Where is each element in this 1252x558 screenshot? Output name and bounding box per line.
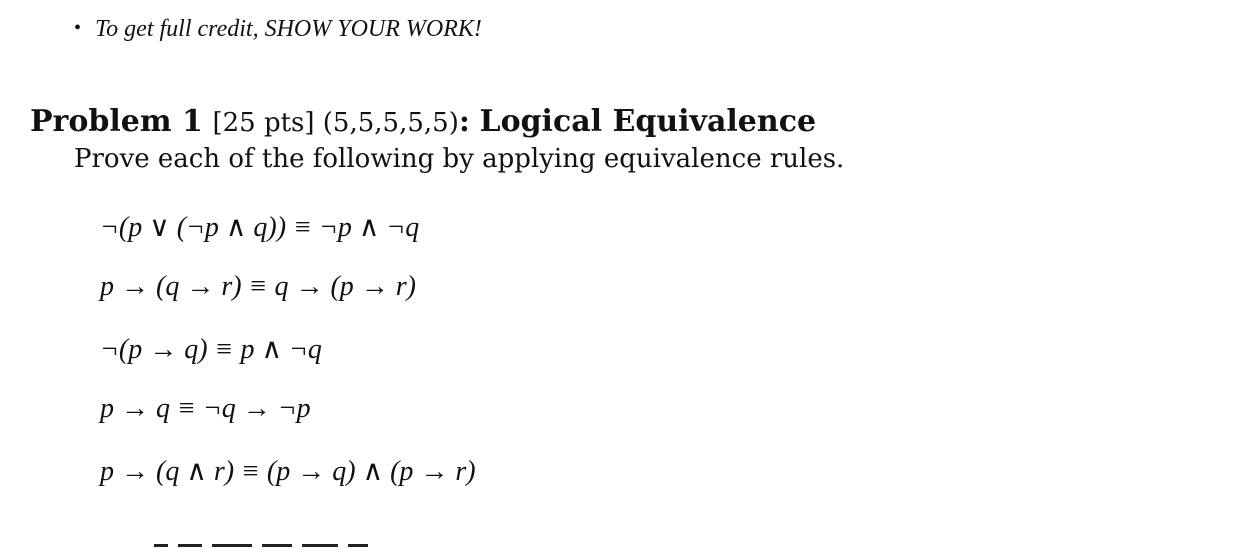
item-expression: ¬(p ∨ (¬p ∧ q)) ≡ ¬p ∧ ¬q [100,212,420,243]
problem-instruction: Prove each of the following by applying equivalence rules. [74,144,845,174]
heading-colon: : [458,104,470,139]
problem-title: Problem 1 [30,104,203,139]
problem-points: [25 pts] (5,5,5,5,5) [212,108,459,138]
item-expression: p → (q ∧ r) ≡ (p → q) ∧ (p → r) [100,456,476,487]
item-expression: ¬(p → q) ≡ p ∧ ¬q [100,334,322,365]
instruction-text: To get full credit, SHOW YOUR WORK! [95,16,482,42]
problem-topic: Logical Equivalence [479,104,817,139]
instruction-bullet-item [74,16,482,43]
bullet-point: • [74,17,82,39]
item-expression: p → (q → r) ≡ q → (p → r) [100,271,416,302]
problem-heading [30,104,816,139]
item-expression: p → q ≡ ¬q → ¬p [100,393,311,424]
